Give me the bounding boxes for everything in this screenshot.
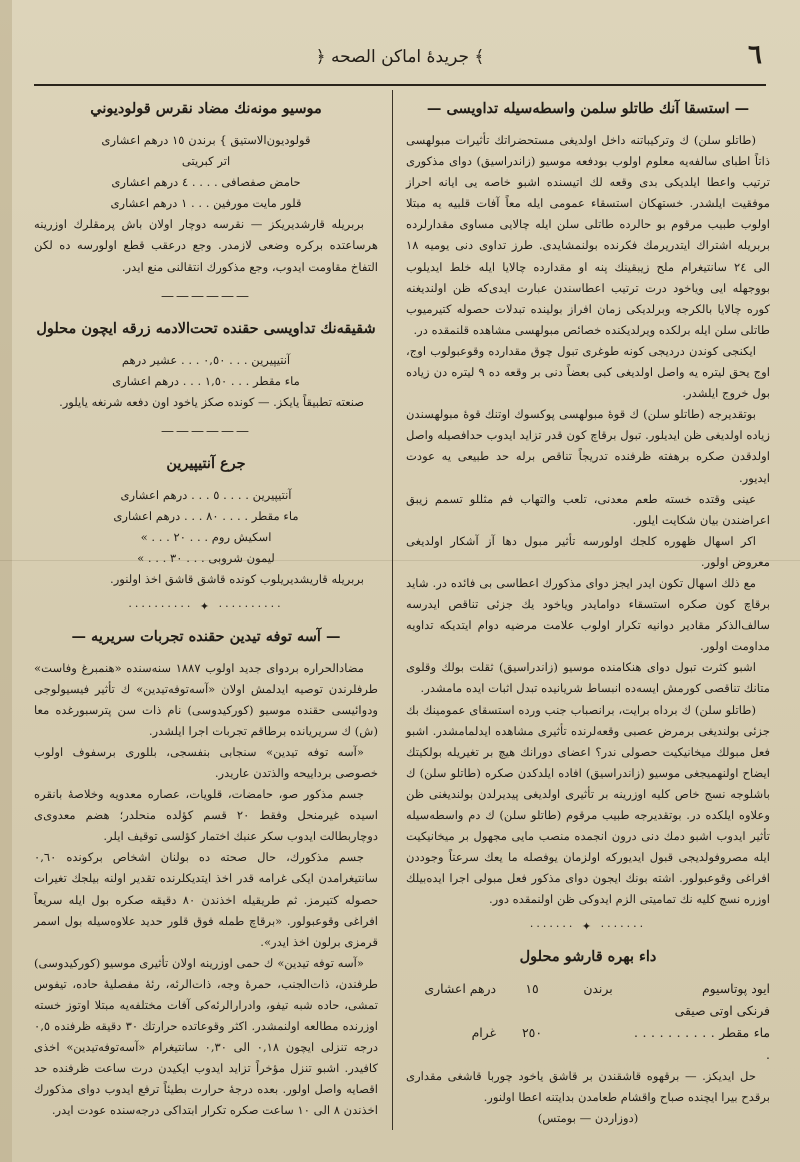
title-bracket-left: ﴿ [315, 47, 326, 67]
section-separator: ······· ✦ ······· [529, 920, 647, 934]
recipe-title-gout: موسيو مونه‌نك مضاد نقرس قولوديوني [90, 100, 322, 117]
article-paragraph: مع ذلك اسهال تكون ايدر ايجز دواى مذكورك اعطاسى بى فائده‌ در. شايد برقاچ كون صكره استسقاء دوامايدر وياخود يك جزئى تناقص ايدرسه سالف‌الذكر مقادير دوانيه تكرار اولوب علامت مرضيه دوام ايتديكه تداويه مداومت اولور. [406, 575, 770, 654]
recipe-title-antipyrine: جرع آنتيپيرين [166, 454, 246, 472]
section-separator: —————— [161, 288, 251, 304]
article-paragraph: اكر اسهال ظهوره كلجك اولورسه تأثير مبول دها آز آشكار اولدیغى معروض اولور. [406, 533, 770, 569]
source-signature: (دوزاردن — بومتس) [537, 1110, 639, 1125]
recipe-line: قلور مايت مورفين . . . ١ درهم اعشارى [110, 196, 302, 211]
recipe-line: آنتيپيرين . . . ٠,٥٠ . . . عشير درهم [121, 352, 291, 367]
article-paragraph: مضادالحراره بردواى جديد اولوب ١٨٨٧ سنه‌سنده «هنمبرغ وفاست» طرفلرندن توصيه ايدلمش اولان «آسه‌توفه‌تيدين» ك تأثير فيسيولوجى ودوائيسى حقنده موسيو (كورکيدوسى) نام ذات سن پترسبورغده معا (ش) ك سريريانده برطاقم تجربات اجرا ايلشدر. [34, 660, 378, 738]
recipe-row [406, 1022, 770, 1066]
page-number: ٦ [748, 40, 762, 70]
article-paragraph: بوتقديرجه (طاتلو سلن) ك قوهٔ مبولهسى پوكسوك اوتنك قوهٔ مبولهسندن زياده اولديغى ظن ايديلور. تبول برقاچ كون قدر تزايد ايدوب حدافصيله واصل اولدقدن صكره برهفته ظرفنده تدريجاً تناقص برله حد طبيعى يه عودت ايديور. [406, 407, 770, 485]
ingredient-unit: غرام [471, 1024, 496, 1040]
ingredient-prefix [568, 1000, 628, 1022]
recipe-line: ماء مقطر . . . ١,٥٠ . . . درهم اعشارى [112, 373, 300, 388]
article-title-ascites: — استسقا آنك طاتلو سلمن واسطه‌سيله تداويسى — [426, 100, 750, 117]
article-paragraph: اشبو كثرت تبول دواى هنكامنده موسيو (زاندراسيق) ثقلت بولك وقلوى متانك تناقصى كورمش ايسه‌ده انبساط شريانيده تبدل اثبات ايده‌ مامشدر. [406, 660, 770, 696]
article-paragraph: جسم مذكورك، حال صحته‌ ده بولنان اشخاص بركونده ٠,٦٠ سانتيغرامدن ايكى غرامه قدر اخذ ايتديكلرنده تقدير اولنه بيلجك تغيرات حصوله كتيرمز. ثم طريقيله اخذندن ٨٠ دقيقه صكره بول ايله سريعاً افراغى وقوعبولور. «برقاچ طمله فوق قلور حديد علاوه‌سيله بول اسمر قرمزى برلون اخذ ايدر». [34, 850, 378, 949]
ingredient-prefix [568, 1022, 628, 1066]
right-column [406, 92, 770, 1129]
article-paragraph: «آسه‌ توفه‌ تيدين» ك حمى اوزرينه اولان تأثيرى موسيو (كورکيدوسى) طرفندن، ذات‌الجنب، حمرهٔ وجه، ذات‌الرئه، رئهٔ مفصليهٔ حاده، تيفوس تمشى، حاده شبه تيفو، وادرارالرئه‌كى آفات مختلفه‌يه مبتلا اوتوز خسته اوزرنده مطالعه اولنمشدر. اكثر وقوعاتده حرارتك ٣٠ دقيقه ظرفنده ٠,٥ درجه تنزلى ايچون ٠,١٨ الى ٠,٣٠ سانتيغرام «آسه‌توفه‌تيدين» اخذى كافيدر. اشبو تنزل مؤخراً تزايد ايدوب ايكيدن درت ساعت ظرفنده حد اقصايه واصل اولور. بعده درجهٔ حرارت بطيئاً ترفع ايدوب دواى مذكورك اخذندن ٨ الى ١٠ ساعت صكره تكرار ابتداكى درجه‌سنده عودت ايدر. [34, 955, 378, 1118]
page-header [34, 40, 766, 86]
recipe-note: بربريله قاريشديريلوب كونده قاشق قاشق اخذ اولنور. [110, 572, 364, 587]
column-divider [392, 90, 393, 1130]
recipe-line: ماء مقطر . . . . ٨٠ . . . درهم اعشارى [113, 509, 299, 524]
recipe-title-migraine: شقيقه‌نك تداويسى حقنده تحت‌الادمه زرقه ايچون محلول [36, 319, 376, 337]
recipe-line: آنتيپيرين . . . . ٥ . . . درهم اعشارى [120, 487, 292, 502]
ingredient-unit: درهم اعشارى [424, 980, 496, 996]
article-paragraph: (طاتلو سلن) ك برداه برايت، برانصباب جنب ورده استسقاى عمومينك بك جزئى بولنديغى برمرض عصبى وقعه‌لرنده تأثيرى مشاهده ايدلمامشدر. اشبو فعل مبولك ميخانيكيت حصولى ندر؟ اعضاى دورانك هيچ بر تغيريله بولكيتك ايضاح اولنهميجغى موسيو (زاندراسيق) افاده ايلدكدن صكره (طاتلو سلن) ك باشلوجه نسج خاص كليه اوزرينه بر تأثيرى اولديغى پيديرلدن بولنديغنى ظن وعلاوه ايلكده‌ در. بوتقديرجه طبيب مرقوم (طاتلو سلن) ك دم واسطه‌سيله تأثير ايدوب اشبو دمك دنى درون انجمده منصب مايى مجهول بر ميخانيكيت ايله مصروفولديجى قبول ايديورکه اولزمان يوفصله ما يعك سرعتاً وجوددن افراغى وقوعبولور. اشته بونك ايجون دواى مذكور فعل مبولى اجرا ايده‌بيلك اوزره نسج كليه‌ نك تماميتى الزم ايدوكى ظن اولنمقده‌ دور. [406, 702, 770, 907]
recipe-title-goitre: داء بهره قارشو محلول [519, 947, 657, 965]
recipe-note: بربريله قارشديريكز — نقرسه دوچار اولان باش پرمقلرك اوزرينه هرساعتده بركره وضعى لازمدر. وجع درعقب قطع اولورسه‌ ده لكن التفاخ مقاومت ايدوب، وجع مذكورك انتقالنى منع ايدر. [34, 217, 378, 274]
article-paragraph: (طاتلو سلن) ك وتركيباتنه داخل اولديغى مستحضراتك تأثيرات مبولهسى ذاتاً اطباى سالفه‌يه معلوم اولوب بودفعه موسيو (زاندراسيق) دواى مذكورى ترتيب واعطا ايلديكى بدى وقعه‌ لك اتيسنده اشبو خاصه‌ يى ايانه احراز موفقيت ايلشدر. خستهكان استسقاء عمومى ايله معاً آفات قلبيه ‌يه مبتلا اولوب طبيب مرقوم بو حالرده طاتلى سلن ايله چالايى مساوى مقدارلرده بربريله اشتراك ايتدريرمك فكرنده بولنمشايدى. طرز تداوى دنى يوميه ١٨ الى ٢٤ سانتيغرام ملح زيبقينك پنه او مقدارده چالايا ايله خلط ايديلوب بووجهله ايى وياخود درت ترتيب اعطاسندن عبارت ايدى‌كه ظن اولندیغنه کوره چالايا بالكرجه وبرلدیکی زمان افراز بولينده تبدلات حصوله کتيرميوب طاتلى سلن ايله برلكده ويرلديکنده خصائص مبولهسى مشاهده قلنمقده‌ در. [406, 133, 770, 337]
ingredient-name: ماء مقطر . . . . . . . . . . . [634, 1024, 770, 1062]
ingredient-amount [502, 1000, 562, 1022]
recipe-note: حل ايديكز. — برقهوه قاشقندن بر قاشق ياخود چوربا قاشغى مقدارى برقدح بيرا ايچنده صباح واقشام طعامدن بدايتنه اعطا اولنور. [406, 1068, 770, 1104]
journal-title-text: جريدهٔ اماكن الصحه [330, 47, 470, 67]
ingredient-name: فرنكى اوتى صيقى [674, 1002, 770, 1018]
recipe-line: ليمون شروبى . . . ٣٠ . . . » [137, 551, 275, 566]
recipe-line: قولوديون‌الاستيق } برندن ١٥ درهم اعشارى [101, 133, 311, 147]
recipe-note: صنعته تطبيقاً يايكز. — كونده صكز ياخود اون دفعه شرنغه يايلور. [59, 394, 364, 409]
recipe-line: اسكيش روم . . . ٢٠ . . . » [140, 530, 272, 545]
ingredient-prefix: برندن [583, 980, 613, 996]
title-bracket-right: ﴾ [474, 47, 485, 67]
ingredient-unit [406, 1000, 496, 1022]
ingredient-amount: ٢٥٠ [522, 1024, 542, 1040]
ingredient-amount: ١٥ [525, 980, 539, 996]
recipe-line: حامض صفصافى . . . . ٤ درهم اعشارى [111, 175, 301, 190]
section-separator: ·········· ✦ ·········· [128, 600, 284, 614]
recipe-line: اتر كبريتى [181, 154, 231, 169]
journal-title [34, 46, 766, 67]
article-title-acetophenetidin: — آسه‌ توفه‌ تيدين حقنده تجربات سريريه — [71, 627, 341, 645]
page-edge-shadow [0, 0, 12, 1162]
article-paragraph: جسم مذكور صو، حامضات، قلويات، عصاره معدويه وخلاصهٔ بانقره اسيده غيرمنحل وفقط ٢٠ قسم كؤلده منحلدر؛ هضم معدوى‌ى دوچاربطالت ايدوب سكر عنبك اختمار كؤلسى توقيف ايلر. [34, 787, 378, 844]
left-column [34, 92, 378, 1122]
article-paragraph: «آسه‌ توفه‌ تيدين» سنجابى بنفسجى، بللورى برسفوف اولوب خصوصى برداييحه والذتدن عاريدر. [34, 744, 378, 780]
recipe-row [406, 978, 770, 1000]
section-separator: —————— [161, 423, 251, 439]
article-paragraph: ايکنجى كوندن درديجى كونه طوغرى تبول چوق مقدارده وقوعبولوب اوج، اوج يحق ليتره يه واصل اولديغى كبى بعضاً دنى بر وقعه‌ ده ٩ ليتره ‌دن زياده بول خروج ايلشدر. [406, 343, 770, 401]
recipe-row [406, 1000, 770, 1022]
article-paragraph: عينى وقتده خسته طعم‌ معدنى، تلعب والتهاب فم مثللو تسمم زيبق اعراضندن بيان شكايت ايلور. [406, 491, 770, 527]
ingredient-name: ايود پوتاسيوم [701, 980, 770, 996]
